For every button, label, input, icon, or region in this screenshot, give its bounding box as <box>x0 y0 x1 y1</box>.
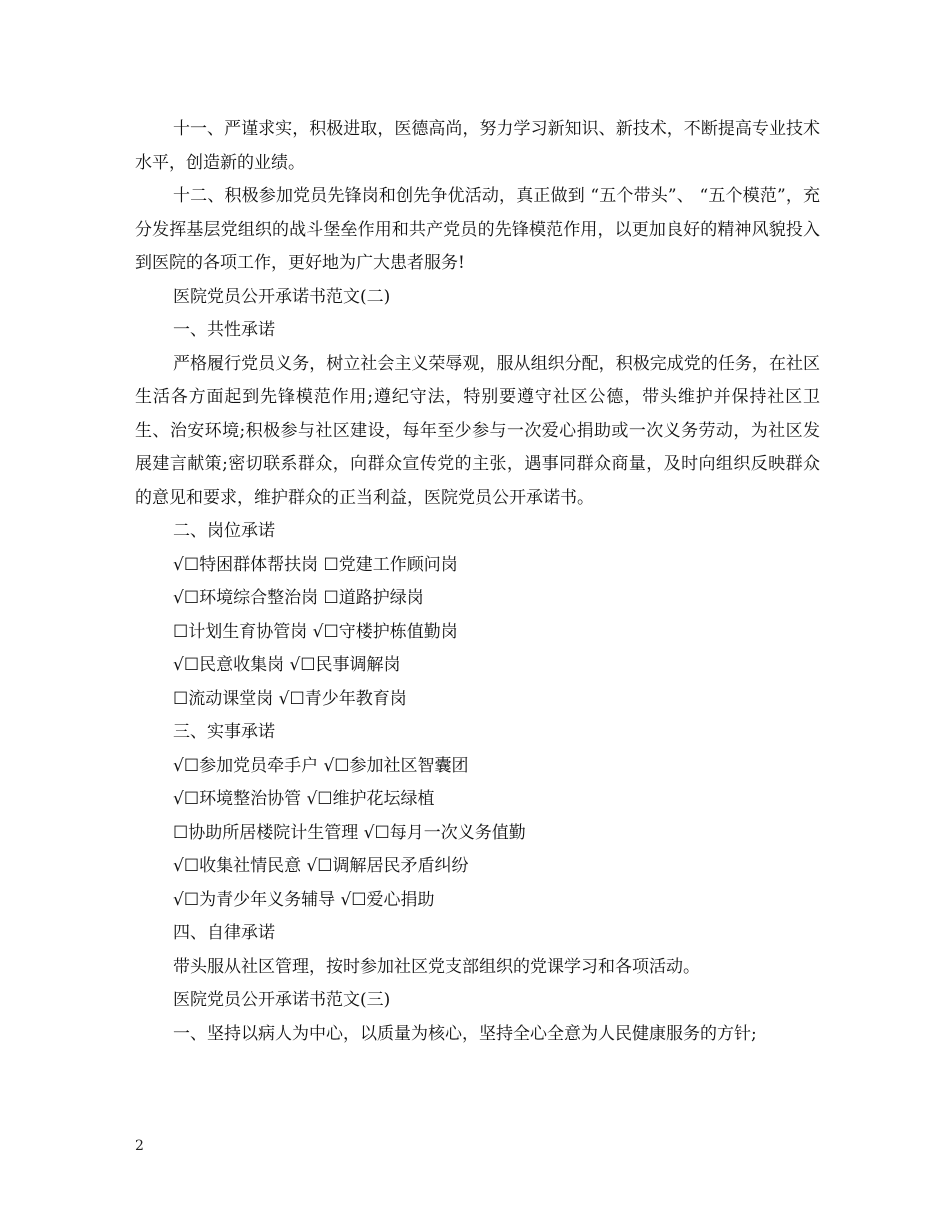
document-body <box>135 113 820 1051</box>
checklist-line: ☐计划生育协管岗 √☐守楼护栋值勤岗 <box>173 621 458 642</box>
heading-self-discipline: 四、自律承诺 <box>173 923 275 943</box>
paragraph-self-discipline: 带头服从社区管理，按时参加社区党支部组织的党课学习和各项活动。 <box>173 956 700 977</box>
paragraph-item-11: 十一、严谨求实，积极进取，医德高尚，努力学习新知识、新技术，不断提高专业技术水平，创造新的业绩。 <box>135 119 820 173</box>
checklist-line: ☐协助所居楼院计生管理 √☐每月一次义务值勤 <box>173 822 526 843</box>
checklist-line: √☐特困群体帮扶岗 ☐党建工作顾问岗 <box>173 554 458 575</box>
checklist-line: √☐为青少年义务辅导 √☐爱心捐助 <box>173 889 435 910</box>
checklist-line: √☐收集社情民意 √☐调解居民矛盾纠纷 <box>173 856 469 876</box>
checklist-line: ☐流动课堂岗 √☐青少年教育岗 <box>173 688 407 709</box>
paragraph-item-1: 一、坚持以病人为中心，以质量为核心，坚持全心全意为人民健康服务的方针; <box>173 1023 757 1044</box>
heading-common-commitment: 一、共性承诺 <box>173 320 275 340</box>
section-title-2: 医院党员公开承诺书范文(二) <box>173 286 391 307</box>
section-title-3: 医院党员公开承诺书范文(三) <box>173 990 391 1010</box>
paragraph-item-12: 十二、积极参加党员先锋岗和创先争优活动，真正做到 “五个带头”、 “五个模范”，充分发挥基层党组织的战斗堡垒作用和共产党员的先锋模范作用，以更加良好的精神风貌投入到医院的各项工作，更好地为广大患者服务! <box>135 186 820 273</box>
checklist-line: √☐环境整治协管 √☐维护花坛绿植 <box>173 789 435 809</box>
heading-practical-commitment: 三、实事承诺 <box>173 722 275 742</box>
checklist-line: √☐民意收集岗 √☐民事调解岗 <box>173 655 401 675</box>
checklist-line: √☐环境综合整治岗 ☐道路护绿岗 <box>173 588 424 608</box>
page-number: 2 <box>135 1138 144 1154</box>
paragraph-common-commitment: 严格履行党员义务，树立社会主义荣辱观，服从组织分配，积极完成党的任务，在社区生活各方面起到先锋模范作用;遵纪守法，特别要遵守社区公德，带头维护并保持社区卫生、治安环境;积极参与社区建设，每年至少参与一次爱心捐助或一次义务劳动，为社区发展建言献策;密切联系群众，向群众宣传党的主张，遇事同群众商量，及时向组织反映群众的意见和要求，维护群众的正当利益，医院党员公开承诺书。 <box>135 353 820 508</box>
checklist-line: √☐参加党员牵手户 √☐参加社区智囊团 <box>173 755 469 776</box>
heading-post-commitment: 二、岗位承诺 <box>173 521 275 541</box>
